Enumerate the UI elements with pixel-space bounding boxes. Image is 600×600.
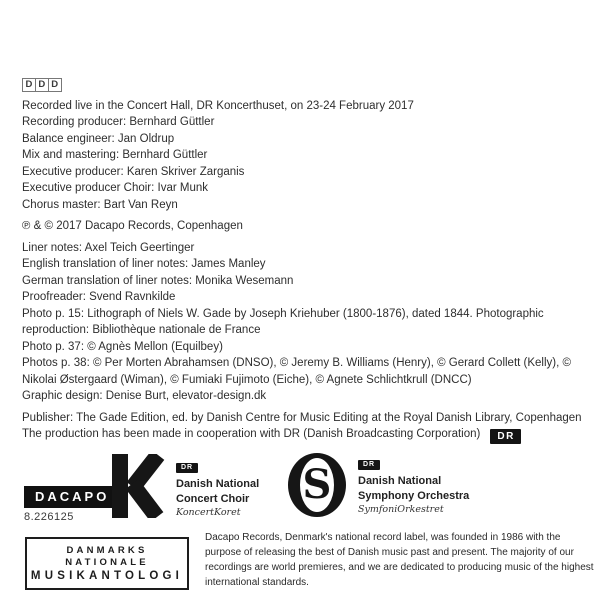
concert-choir-logo — [112, 454, 259, 523]
credit-line-recorded: Recorded live in the Concert Hall, DR Koncerthuset, on 23-24 February 2017 — [22, 99, 414, 112]
symphony-orchestra-text — [358, 451, 469, 515]
concert-choir-text — [176, 454, 259, 518]
credit-line-photo-p15: Photo p. 15: Lithograph of Niels W. Gade by Joseph Kriehuber (1800-1876), dated 1844. Photographic reproduction: Bibliothèque nationale de France — [22, 307, 544, 336]
catalog-number: 8.226125 — [24, 511, 74, 523]
credit-line-graphic-design: Graphic design: Denise Burt, elevator-design.dk — [22, 390, 267, 402]
credit-line-liner-notes: Liner notes: Axel Teich Geertinger — [22, 241, 195, 254]
spars-letter: D — [48, 78, 62, 92]
spars-letter: D — [22, 78, 36, 92]
anthology-line2: MUSIKANTOLOGI — [30, 570, 184, 582]
spars-letter: D — [35, 78, 49, 92]
dr-logo-small: DR — [176, 463, 198, 473]
publisher-line: Publisher: The Gade Edition, ed. by Danish Centre for Music Editing at the Royal Danish Library, Copenhagen — [22, 411, 582, 424]
credit-line-recording-producer: Recording producer: Bernhard Güttler — [22, 116, 215, 128]
dacapo-logo: DACAPO — [24, 486, 118, 508]
anthology-line1: DANMARKS NATIONALE — [65, 545, 149, 568]
symphony-os-icon — [286, 451, 348, 524]
credit-line-executive-producer: Executive producer: Karen Skriver Zarganis — [22, 165, 245, 178]
copyright-line: ℗ & © 2017 Dacapo Records, Copenhagen — [22, 220, 243, 232]
credit-line-german-translation: German translation of liner notes: Monika Wesemann — [22, 274, 294, 287]
ensemble-danish-name: KoncertKoret — [176, 507, 241, 518]
credits-block — [22, 76, 590, 444]
credit-line-proofreader: Proofreader: Svend Ravnkilde — [22, 291, 176, 303]
recording-credits — [22, 98, 590, 214]
credit-line-mix-mastering: Mix and mastering: Bernhard Güttler — [22, 149, 208, 161]
concert-choir-k-icon — [112, 454, 166, 523]
svg-text:S: S — [302, 461, 332, 508]
editorial-credits — [22, 240, 590, 405]
ensemble-name-line1: Danish National — [358, 475, 442, 487]
publisher-block — [22, 410, 590, 445]
credit-line-executive-producer-choir: Executive producer Choir: Ivar Munk — [22, 182, 208, 194]
ensemble-danish-name: SymfoniOrkestret — [358, 504, 444, 515]
dr-logo-small: DR — [358, 460, 380, 470]
ensemble-name-line2: Concert Choir — [176, 492, 250, 505]
musikantologi-logo — [25, 537, 189, 590]
dacapo-blurb: Dacapo Records, Denmark's national record label, was founded in 1986 with the purpose of releasing the best of Danish music past and present. The majority of our recordings are world premieres, and we are dedicated to producing music of the highest international standards. — [205, 532, 594, 588]
ensemble-name-line1: Danish National — [176, 478, 260, 490]
credit-line-photos-p38: Photos p. 38: © Per Morten Abrahamsen (DNSO), © Jeremy B. Williams (Henry), © Gerard Collett (Kelly), © Nikolai Østergaard (Wiman), © Fumiaki Fujimoto (Eiche), © Agnete Schlichtkrull (DNCC) — [22, 357, 571, 386]
symphony-orchestra-logo — [286, 451, 469, 524]
credit-line-balance-engineer: Balance engineer: Jan Oldrup — [22, 132, 175, 145]
dr-logo: DR — [490, 429, 520, 444]
ensemble-name-line2: Symphony Orchestra — [358, 489, 470, 502]
credit-line-chorus-master: Chorus master: Bart Van Reyn — [22, 198, 178, 211]
credit-line-photo-p37: Photo p. 37: © Agnès Mellon (Equilbey) — [22, 340, 223, 353]
spars-code-ddd — [22, 78, 62, 92]
credit-line-english-translation: English translation of liner notes: James Manley — [22, 258, 266, 270]
cooperation-line — [22, 426, 590, 444]
cooperation-text: The production has been made in cooperation with DR (Danish Broadcasting Corporation) — [22, 428, 481, 440]
